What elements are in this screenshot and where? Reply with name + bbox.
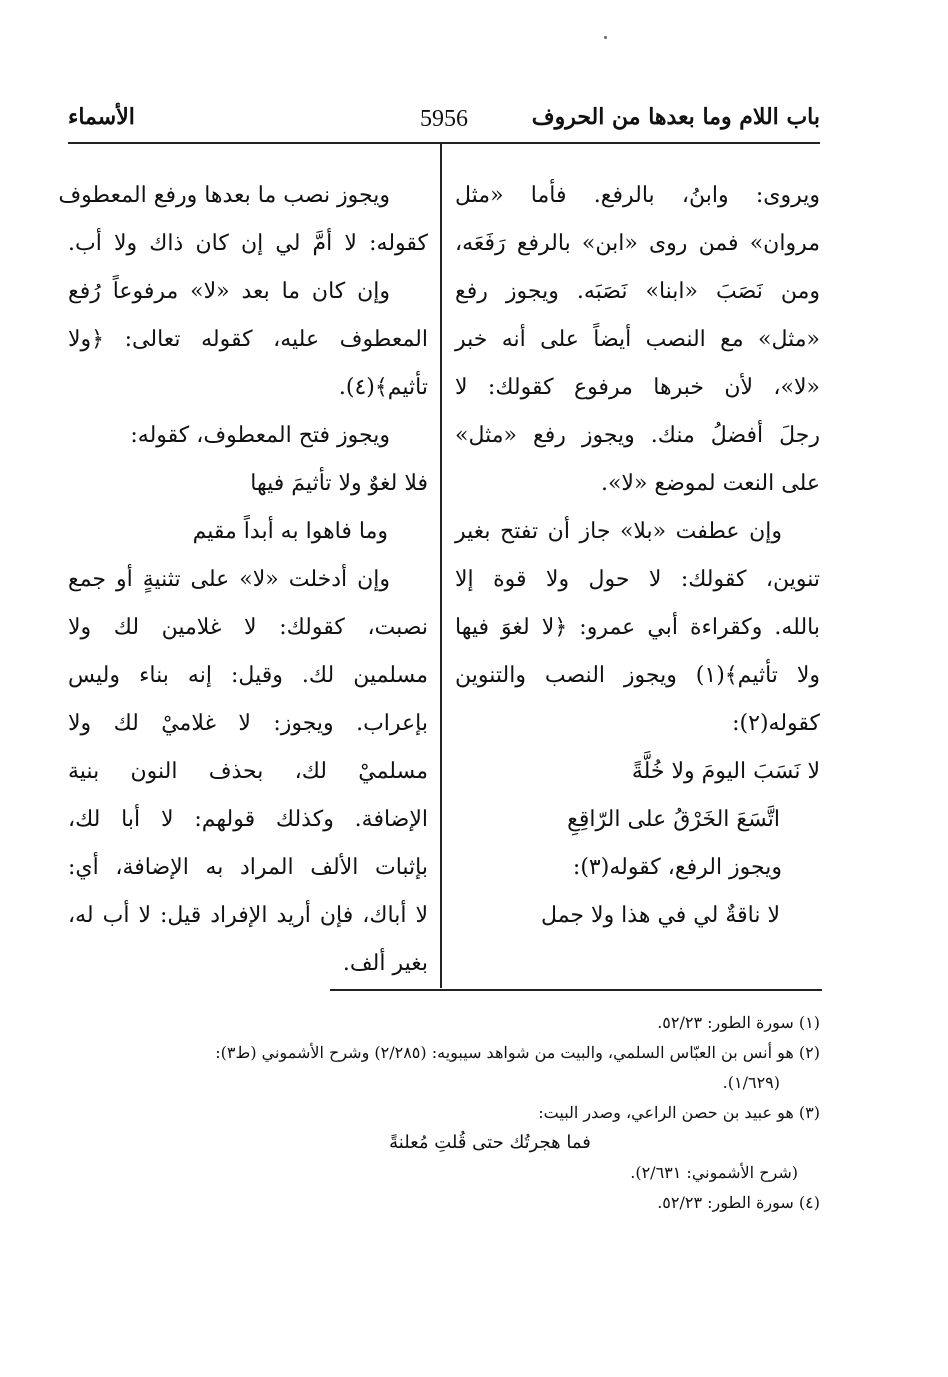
text-line: كقوله: لا أمَّ لي إن كان ذاك ولا أب. [68,231,428,256]
text-line: وإن أدخلت «لا» على تثنيةٍ أو جمع [68,567,390,592]
text-line: وإن كان ما بعد «لا» مرفوعاً رُفع [68,279,390,304]
footnote: (٣) هو عبيد بن حصن الراعي، وصدر البيت: [538,1103,820,1122]
verse-line: فلا لغوٌ ولا تأثيمَ فيها [250,471,428,496]
text-line: بإثبات الألف المراد به الإضافة، أي: [68,855,428,880]
footnotes [120,1008,820,1218]
text-line: رجلَ أفضلُ منك. ويجوز رفع «مثل» [455,423,820,448]
chapter-title: باب اللام وما بعدها من الحروف [531,104,820,130]
text-line: بغير ألف. [342,951,428,976]
text-line: تأثيم﴾(٤). [338,375,428,400]
footnote-citation: (شرح الأشموني: ٢/٦٣١). [630,1163,798,1182]
text-line: مسلمين لك. وقيل: إنه بناء وليس [68,663,428,688]
text-line: ويجوز فتح المعطوف، كقوله: [130,423,390,448]
verse-line: لا ناقةٌ لي في هذا ولا جمل [541,903,780,928]
page-speck [604,36,607,39]
text-line: ومن نَصَبَ «ابنا» نَصَبَه. ويجوز رفع [455,279,820,304]
header-rule [68,142,820,144]
text-line: مروان» فمن روى «ابن» بالرفع رَفَعَه، [455,231,820,256]
text-line: «لا»، لأن خبرها مرفوع كقولك: لا [455,375,820,400]
text-line: نصبت، كقولك: لا غلامين لك ولا [68,615,428,640]
footnote: (١) سورة الطور: ٥٢/٢٣. [657,1013,820,1032]
section-title: الأسماء [68,104,135,130]
footnote-verse: فما هجرتُك حتى قُلتِ مُعلنةً [389,1132,591,1153]
text-line: تنوين، كقولك: لا حول ولا قوة إلا [455,567,820,592]
left-column [58,172,428,988]
text-line: المعطوف عليه، كقوله تعالى: ﴿ولا [68,327,428,352]
footnote: (٤) سورة الطور: ٥٢/٢٣. [657,1193,820,1212]
footnote: (٢) هو أنس بن العبّاس السلمي، والبيت من شواهد سيبويه: (٢/٢٨٥) وشرح الأشموني (ط٣): [215,1043,820,1062]
text-line: مسلميْ لك، بحذف النون بنية [68,759,428,784]
text-line: بالله. وكقراءة أبي عمرو: ﴿لا لغوَ فيها [455,615,820,640]
text-line: ولا تأثيم﴾(١) ويجوز النصب والتنوين [455,663,820,688]
text-line: بإعراب. ويجوز: لا غلاميْ لك ولا [68,711,428,736]
right-column [455,172,820,940]
footnote-continuation: (١/٦٢٩). [722,1073,780,1092]
text-line: ويجوز الرفع، كقوله(٣): [572,855,782,880]
text-line: «مثل» مع النصب أيضاً على أنه خبر [455,327,820,352]
column-divider [440,144,442,988]
verse-line: اتَّسَعَ الخَرْقُ على الرّاقِعِ [567,807,780,832]
verse-line: لا نَسَبَ اليومَ ولا خُلَّةً [631,759,820,784]
text-line: ويروى: وابنُ، بالرفع. فأما «مثل [455,183,820,208]
text-line: كقوله(٢): [732,711,820,736]
text-line: لا أباك، فإن أريد الإفراد قيل: لا أب له، [68,903,428,928]
verse-line: وما فاهوا به أبداً مقيم [192,519,388,544]
footnote-rule [330,989,822,991]
page-header [68,104,820,138]
text-line: وإن عطفت «بلا» جاز أن تفتح بغير [455,519,782,544]
text-line: على النعت لموضع «لا». [600,471,820,496]
text-line: الإضافة. وكذلك قولهم: لا أبا لك، [68,807,428,832]
text-line: ويجوز نصب ما بعدها ورفع المعطوف [58,183,390,208]
page-number: 5956 [420,106,468,132]
